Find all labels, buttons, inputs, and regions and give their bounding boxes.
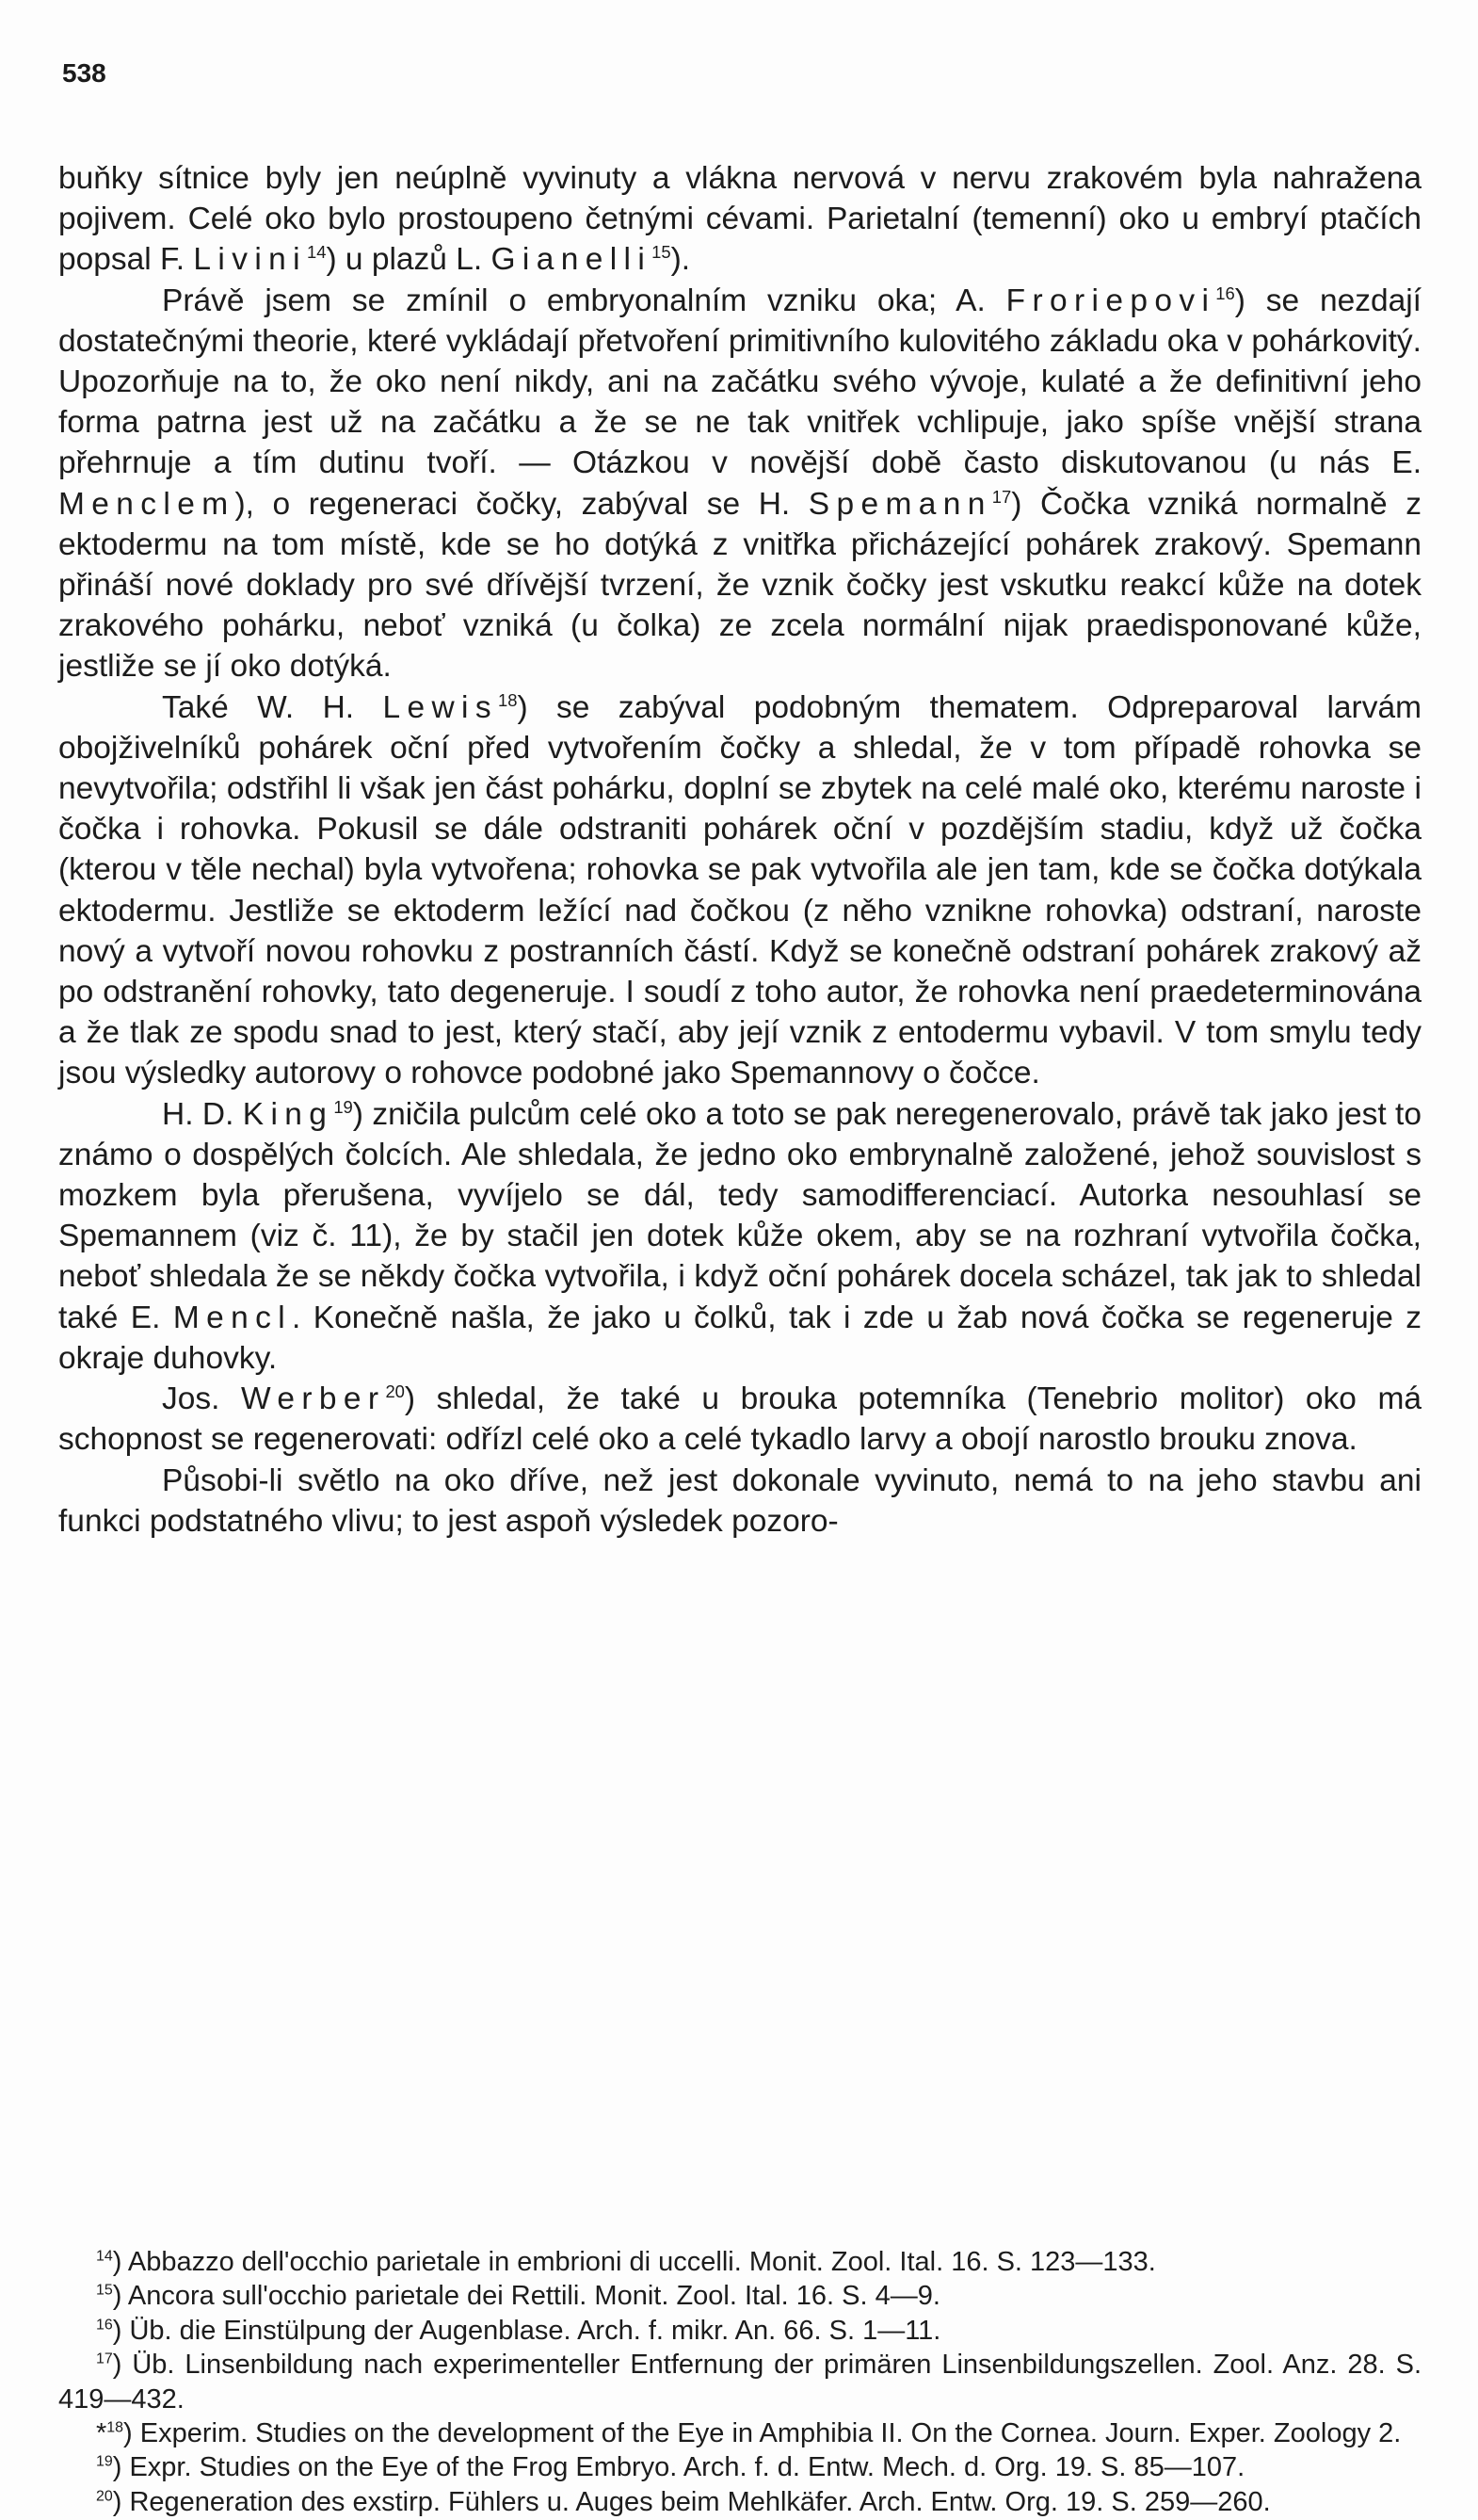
footnote-17 xyxy=(58,2348,1422,2416)
paragraph-p4 xyxy=(58,1094,1422,1379)
text-run: Také W. H. xyxy=(162,689,383,725)
author-name: Livini xyxy=(193,242,307,278)
footnote-mark: 16 xyxy=(96,2317,113,2334)
page-number: 538 xyxy=(62,58,106,88)
footnote-18 xyxy=(58,2416,1422,2450)
author-name: Werber xyxy=(240,1381,386,1417)
footnote-text: ) Abbazzo dell'occhio parietale in embrioni di uccelli. Monit. Zool. Ital. 16. S. 123—133. xyxy=(112,2247,1156,2277)
footnote-ref: 20 xyxy=(385,1381,405,1401)
footnote-text: ) Üb. Linsenbildung nach experimenteller Entfernung der primären Linsenbildungszellen. Zool. Anz. 28. S. 419—432. xyxy=(58,2350,1422,2415)
footnote-ref: 14 xyxy=(306,242,327,263)
text-run: ) se nezdají dostatečnými theorie, které vykládají přetvoření primitivního kulovitého základu oka v pohárkovitý. Upozorňuje na to, že oko není nikdy, ani na začátku svého vývoje, kulaté a že definitivní jeho forma patrna jest už na začátku a že se ne tak vnitřek vchlipuje, jako spíše vnější strana přehrnuje a tím dutinu tvoří. — Otázkou v novější době často diskutovanou (u nás E. xyxy=(58,283,1422,481)
text-run: ) shledal, že také u brouka potemníka (Tenebrio molitor) oko má schopnost se regenerovati: odřízl celé oko a celé tykadlo larvy a obojí narostlo brouku znova. xyxy=(58,1381,1422,1458)
footnote-mark: 18 xyxy=(106,2419,124,2436)
footnote-14 xyxy=(58,2245,1422,2279)
footnote-mark: 14 xyxy=(96,2248,113,2265)
text-run: ) Čočka vzniká normalně z ektodermu na tom místě, kde se ho dotýká z vnitřka přicházející pohárek zrakový. Spemann přináší nové doklady pro své dřívější tvrzení, že vznik čočky jest vskutku reakcí kůže na dotek zrakového pohárku, neboť vzniká (u čolka) ze zcela normální nijak praedisponované kůže, jestliže se jí oko dotýká. xyxy=(58,486,1422,685)
footnote-20 xyxy=(58,2485,1422,2519)
footnote-ref: 15 xyxy=(651,242,671,263)
paragraph-p6 xyxy=(58,1461,1422,1542)
text-run: H. D. xyxy=(162,1096,243,1132)
footnote-text: ) Regeneration des exstirp. Fühlers u. Auges beim Mehlkäfer. Arch. Entw. Org. 19. S. 259—260. xyxy=(112,2486,1271,2517)
footnote-mark: 20 xyxy=(96,2488,113,2505)
text-run: Jos. xyxy=(162,1381,241,1417)
footnote-ref: 19 xyxy=(333,1096,353,1117)
author-name: Lewis xyxy=(382,689,498,725)
footnote-mark: 15 xyxy=(96,2282,113,2299)
footnote-19 xyxy=(58,2450,1422,2484)
footnote-ref: 18 xyxy=(497,689,518,710)
author-name: King xyxy=(242,1096,334,1132)
footnotes xyxy=(58,2245,1422,2519)
footnote-ref: 17 xyxy=(991,486,1012,507)
footnote-mark: 19 xyxy=(96,2453,113,2470)
author-name: Gianelli xyxy=(490,242,652,278)
paragraph-p1 xyxy=(58,158,1422,281)
footnote-mark: 17 xyxy=(96,2350,113,2367)
text-run: Působi-li světlo na oko dříve, než jest dokonale vyvinuto, nemá to na jeho stavbu ani funkci podstatného vlivu; to jest aspoň výsledek pozoro- xyxy=(58,1462,1422,1539)
footnote-ref: 16 xyxy=(1215,283,1235,303)
text-run: ), o regeneraci čočky, zabýval se H. xyxy=(234,486,809,522)
text-run: buňky sítnice byly jen neúplně vyvinuty a vlákna nervová v nervu zrakovém byla nahražena pojivem. Celé oko bylo prostoupeno četnými cévami. Parietalní (temenní) oko u embryí ptačích popsal F. xyxy=(58,161,1422,278)
text-run: ) u plazů L. xyxy=(326,242,491,278)
text-run: . Konečně našla, že jako u čolků, tak i zde u žab nová čočka se regeneruje z okraje duhovky. xyxy=(58,1300,1422,1376)
paragraph-p2 xyxy=(58,281,1422,687)
footnote-text: ) Expr. Studies on the Eye of the Frog Embryo. Arch. f. d. Entw. Mech. d. Org. 19. S. 85—107. xyxy=(112,2452,1245,2483)
author-name: Froriepovi xyxy=(1005,283,1216,318)
footnote-16 xyxy=(58,2314,1422,2348)
text-run: ) zničila pulcům celé oko a toto se pak neregenerovalo, právě tak jako jest to známo o dospělých čolcích. Ale shledala, že jedno oko embrynalně založené, jehož souvislost s mozkem byla přerušena, vyvíjelo se dál, tedy samodifferenciací. Autorka nesouhlasí se Spemannem (viz č. 11), že by stačil jen dotek kůže okem, aby se na rozhraní vytvořila čočka, neboť shledala že se někdy čočka vytvořila, i když oční pohárek docela scházel, tak jak to shledal také E. xyxy=(58,1096,1422,1335)
author-name: Spemann xyxy=(808,486,992,522)
footnote-prefix: * xyxy=(96,2418,107,2449)
paragraph-p3 xyxy=(58,687,1422,1094)
author-name: Menclem xyxy=(58,486,235,522)
text-run: Právě jsem se zmínil o embryonalním vzniku oka; A. xyxy=(162,283,1006,318)
text-run: ) se zabýval podobným thematem. Odpreparoval larvám obojživelníků pohárek oční před vytvořením čočky a shledal, že v tom případě rohovka se nevytvořila; odstřihl li však jen část pohárku, doplní se zbytek na celé malé oko, kterému naroste i čočka i rohovka. Pokusil se dále odstraniti pohárek oční v pozdějším stadiu, když už čočka (kterou v těle nechal) byla vytvořena; rohovka se pak vytvořila ale jen tam, kde se čočka dotýkala ektodermu. Jestliže se ektoderm ležící nad čočkou (z něho vznikne rohovka) odstraní, naroste nový a vytvoří novou rohovku z postranních částí. Když se konečně odstraní pohárek zrakový až po odstranění rohovky, tato degeneruje. I soudí z toho autor, že rohovka není praedeterminována a že tlak ze spodu snad to jest, který stačí, aby její vznik z entodermu vybavil. V tom smylu tedy jsou výsledky autorovy o rohovce podobné jako Spemannovy o čočce. xyxy=(58,689,1422,1091)
body-text xyxy=(58,158,1422,1542)
text-run: ). xyxy=(670,242,691,278)
footnote-text: ) Ancora sull'occhio parietale dei Rettili. Monit. Zool. Ital. 16. S. 4—9. xyxy=(112,2281,940,2312)
author-name: Mencl xyxy=(172,1300,293,1335)
paragraph-p5 xyxy=(58,1379,1422,1460)
footnote-15 xyxy=(58,2279,1422,2313)
footnote-text: ) Experim. Studies on the development of the Eye in Amphibia II. On the Cornea. Journ. Exper. Zoology 2. xyxy=(123,2418,1402,2449)
footnote-text: ) Üb. die Einstülpung der Augenblase. Arch. f. mikr. An. 66. S. 1—11. xyxy=(112,2315,941,2346)
